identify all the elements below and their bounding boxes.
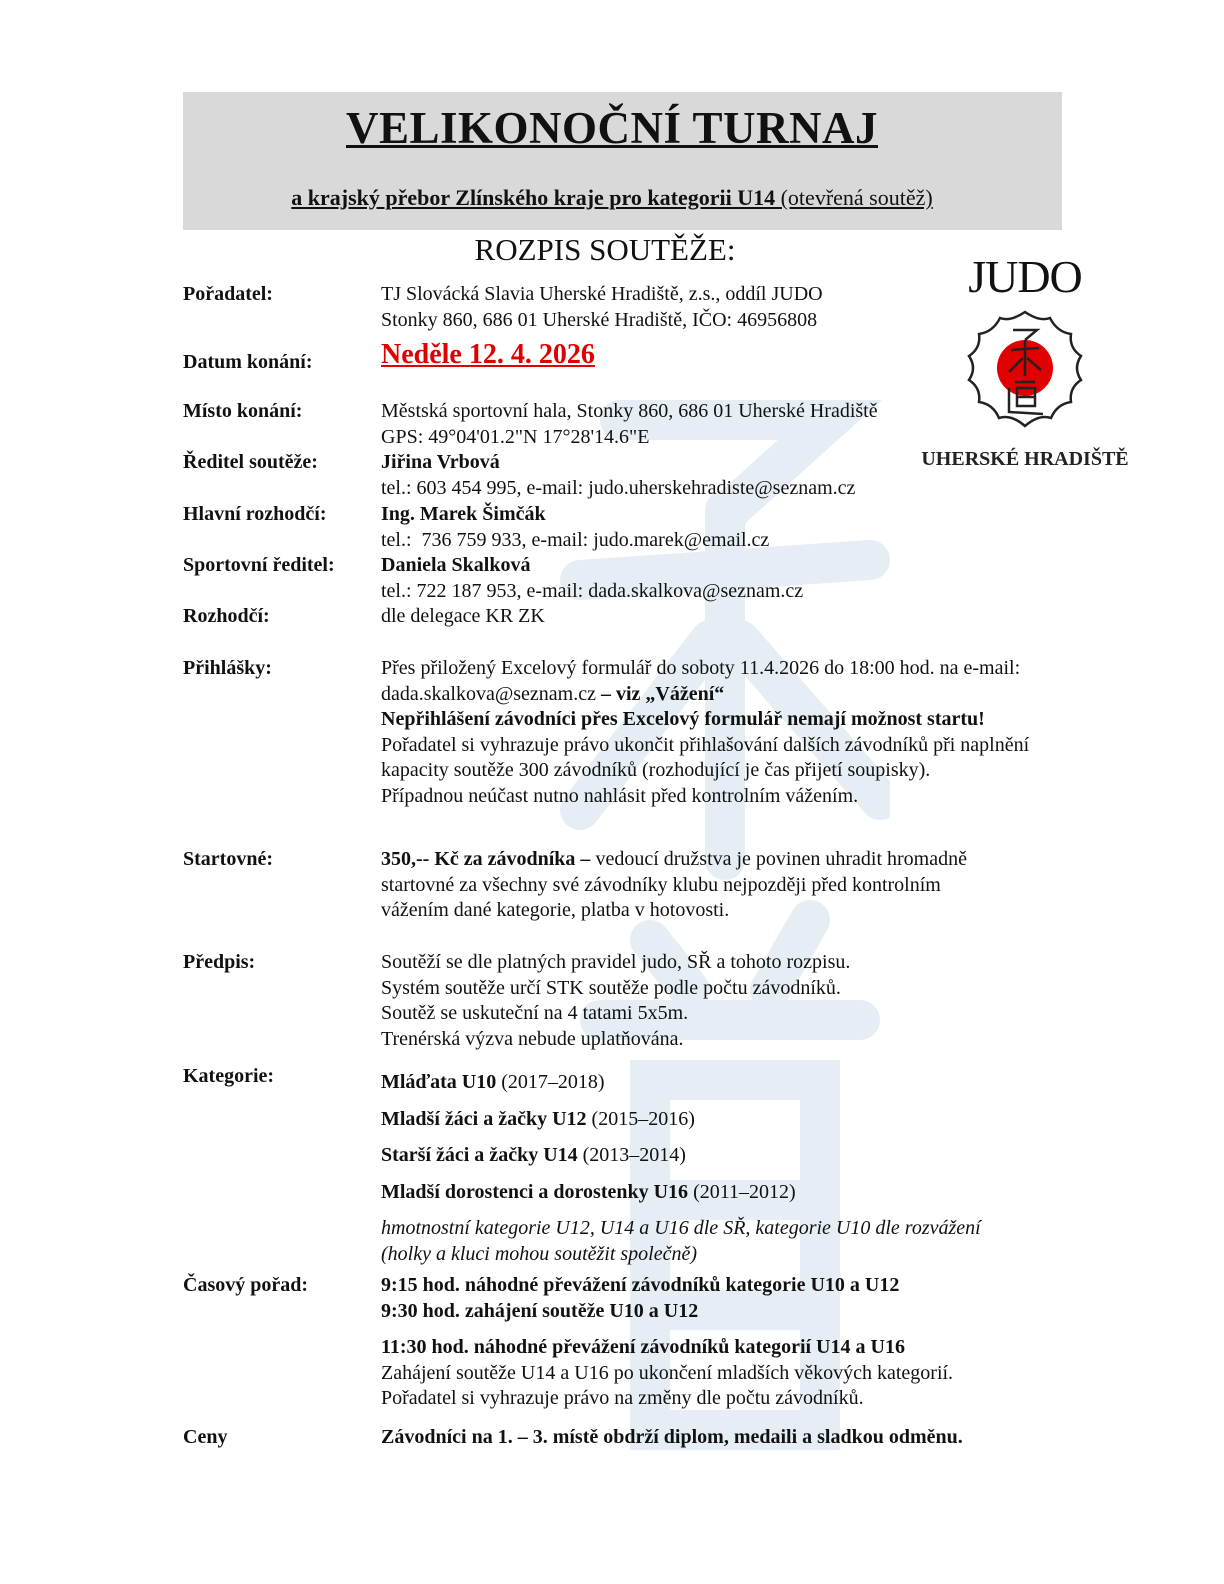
document-title: VELIKONOČNÍ TURNAJ (346, 103, 878, 153)
club-logo: JUDO UHERSKÉ HRADIŠTĚ (921, 251, 1129, 470)
category-item: Mladší dorostenci a dorostenky U16 (2011–2012) (381, 1181, 796, 1204)
event-date: Neděle 12. 4. 2026 (381, 339, 595, 370)
category-item: Starší žáci a žačky U14 (2013–2014) (381, 1144, 686, 1167)
document-subtitle: a krajský přebor Zlínského kraje pro kategorii U14 (otevřená soutěž) (291, 185, 933, 210)
category-note: hmotnostní kategorie U12, U14 a U16 dle SŘ, kategorie U10 dle rozvážení (holky a kluci mohou soutěžit společně) (381, 1216, 981, 1265)
category-item: Mladší žáci a žačky U12 (2015–2016) (381, 1107, 695, 1130)
category-item: Mláďata U10 (2017–2018) (381, 1071, 605, 1093)
section-heading: ROZPIS SOUTĚŽE: (474, 232, 736, 267)
